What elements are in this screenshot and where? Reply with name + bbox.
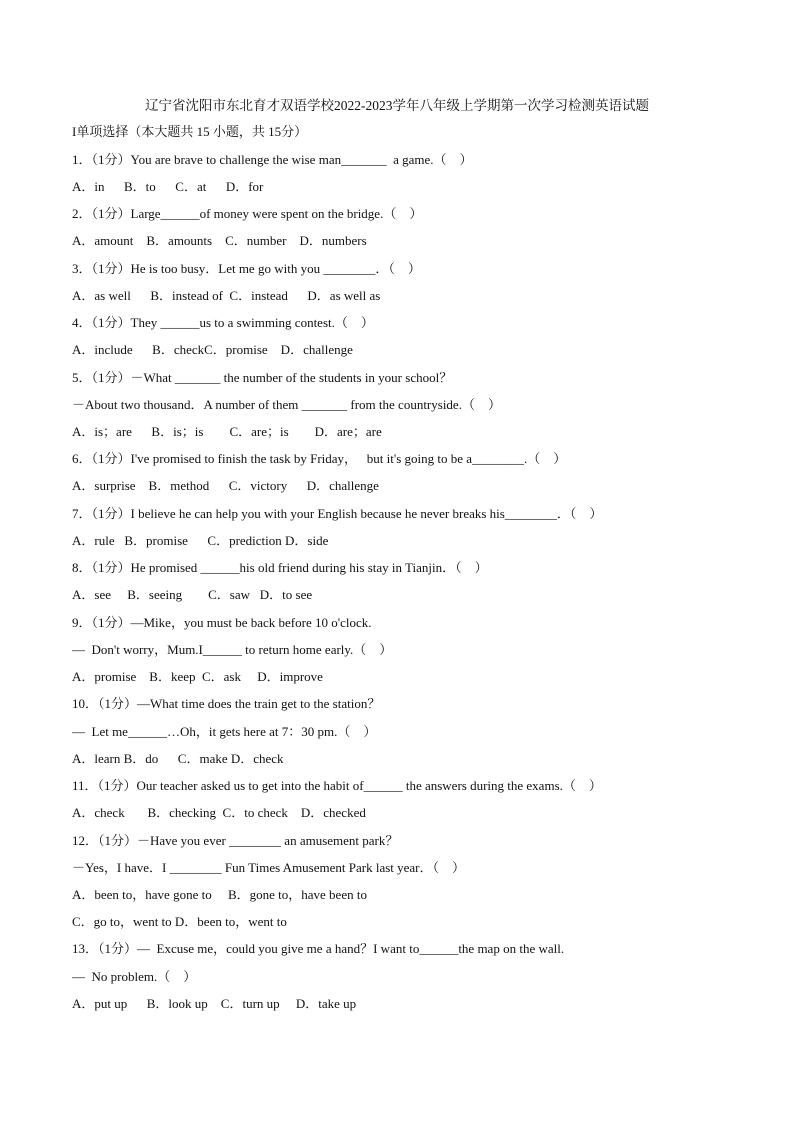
question-line: 6．（1分）I've promised to finish the task by Friday， but it's going to be a________.（ ）: [72, 451, 567, 466]
options-line: A．promise B．keep C．ask D．improve: [72, 669, 323, 684]
options-line: A．in B．to C．at D．for: [72, 179, 264, 194]
question-line: 1．（1分）You are brave to challenge the wise man_______ a game.（ ）: [72, 152, 473, 167]
question-line: 13．（1分）— Excuse me，could you give me a hand？I want to______the map on the wall.: [72, 941, 565, 956]
options-line: A．as well B．instead of C．instead D．as well as: [72, 288, 381, 303]
options-line: A．put up B．look up C．turn up D．take up: [72, 996, 357, 1011]
question-line: 5．（1分）－What _______ the number of the students in your school？: [72, 370, 453, 385]
options-line: A．rule B．promise C．prediction D．side: [72, 533, 329, 548]
question-line: 2．（1分）Large______of money were spent on the bridge.（ ）: [72, 206, 423, 221]
question-line: — Don't worry，Mum.I______ to return home early.（ ）: [72, 642, 393, 657]
question-line: — Let me______…Oh，it gets here at 7：30 pm.（ ）: [72, 724, 377, 739]
options-line: A．is；are B．is；is C．are；is D．are；are: [72, 424, 382, 439]
question-line: －About two thousand．A number of them _______ from the countryside.（ ）: [72, 397, 501, 412]
options-line: A．see B．seeing C．saw D．to see: [72, 587, 313, 602]
question-line: 8．（1分）He promised ______his old friend during his stay in Tianjin．（ ）: [72, 560, 488, 575]
question-line: — No problem.（ ）: [72, 969, 197, 984]
options-line: A．include B．checkC．promise D．challenge: [72, 342, 353, 357]
section-heading: I单项选择（本大题共 15 小题，共 15分）: [72, 124, 308, 139]
question-line: 10．（1分）—What time does the train get to the station？: [72, 696, 381, 711]
question-line: 4．（1分）They ______us to a swimming contest.（ ）: [72, 315, 374, 330]
question-line: 9．（1分）—Mike，you must be back before 10 o'clock.: [72, 615, 372, 630]
question-line: 11．（1分）Our teacher asked us to get into the habit of______ the answers during the exams.（ ）: [72, 778, 602, 793]
options-line: A．learn B．do C．make D．check: [72, 751, 284, 766]
question-line: 3．（1分）He is too busy．Let me go with you ________．（ ）: [72, 261, 421, 276]
options-line: A．amount B．amounts C．number D．numbers: [72, 233, 367, 248]
options-line: A．been to，have gone to B．gone to，have been to: [72, 887, 367, 902]
options-line: A．surprise B．method C．victory D．challenge: [72, 478, 379, 493]
question-line: 7．（1分）I believe he can help you with your English because he never breaks his________．（ ）: [72, 506, 603, 521]
question-line: 12．（1分）－Have you ever ________ an amusement park？: [72, 833, 399, 848]
question-line: －Yes，I have．I ________ Fun Times Amusement Park last year．（ ）: [72, 860, 466, 875]
options-line: C．go to，went to D．been to，went to: [72, 914, 287, 929]
options-line: A．check B．checking C．to check D．checked: [72, 805, 366, 820]
document-title: 辽宁省沈阳市东北育才双语学校2022-2023学年八年级上学期第一次学习检测英语试题: [145, 98, 649, 113]
